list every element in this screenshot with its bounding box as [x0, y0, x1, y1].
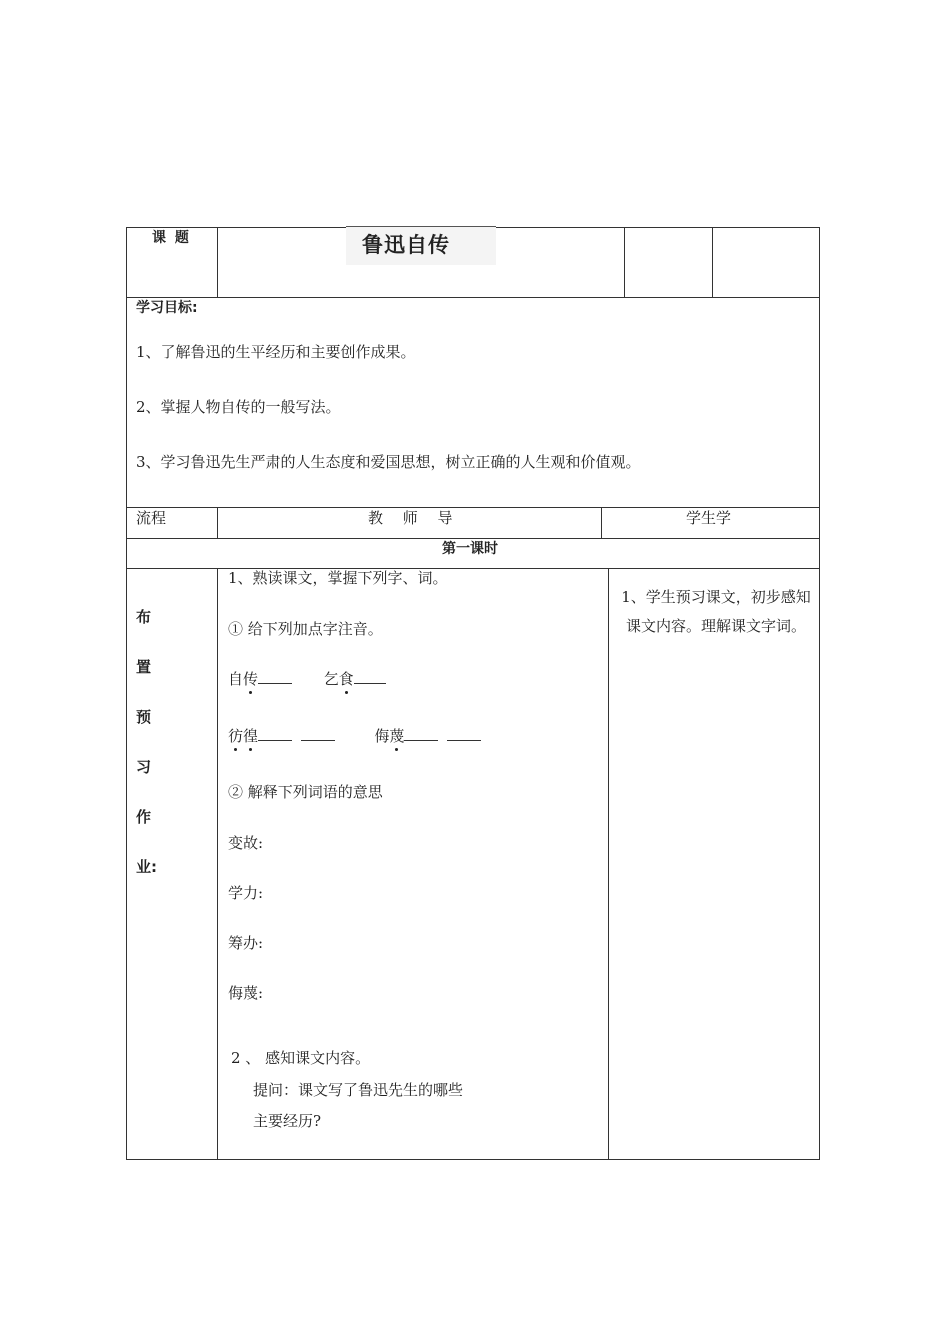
objective-item-1: 1、了解鲁迅的生平经历和主要创作成果。 — [136, 343, 416, 361]
columns-divider-2 — [601, 507, 602, 539]
term-biangu: 变故: — [228, 834, 264, 852]
question-line-2: 主要经历? — [253, 1112, 322, 1130]
table-border-bottom — [126, 1159, 820, 1160]
section-title: 第一课时 — [442, 541, 498, 557]
task-2: 2 、 感知课文内容。 — [231, 1049, 371, 1067]
column-student: 学生学 — [686, 509, 732, 527]
page-title: 鲁迅自传 — [362, 233, 450, 257]
table-rule-1 — [126, 297, 820, 298]
sub-task-meaning: ② 解释下列词语的意思 — [228, 783, 383, 801]
sub-task-pinyin: ① 给下列加点字注音。 — [228, 620, 383, 638]
objective-item-2: 2、掌握人物自传的一般写法。 — [136, 398, 341, 416]
blank-panghuang-1 — [258, 726, 292, 741]
term-wumie: 侮蔑: — [228, 984, 264, 1002]
blank-panghuang-2 — [301, 726, 335, 741]
side-char-3: 预 — [136, 708, 152, 726]
term-choubang: 筹办: — [228, 934, 264, 952]
blank-qishi — [354, 669, 386, 684]
word-qishi-pre: 乞 — [323, 670, 339, 688]
header-divider-1 — [217, 227, 218, 298]
side-char-6: 业: — [136, 858, 157, 876]
word-panghuang-dot-1: 彷 — [228, 727, 244, 745]
word-qishi-dotted: 食 — [338, 670, 354, 688]
pinyin-row-1 — [228, 669, 386, 689]
objective-item-3: 3、学习鲁迅先生严肃的人生态度和爱国思想，树立正确的人生观和价值观。 — [136, 453, 641, 471]
task-1: 1、熟读课文，掌握下列字、词。 — [228, 569, 448, 587]
word-wumie-dotted: 蔑 — [389, 727, 405, 745]
body-divider-2 — [608, 568, 609, 1160]
blank-zizhuan — [258, 669, 292, 684]
objectives-heading: 学习目标: — [136, 300, 198, 316]
body-divider-1 — [217, 568, 218, 1160]
word-zizhuan-pre: 自 — [228, 670, 244, 688]
side-char-2: 置 — [136, 658, 152, 676]
table-border-left — [126, 227, 127, 1160]
table-border-right — [819, 227, 820, 1160]
columns-divider-1 — [217, 507, 218, 539]
column-teacher: 教 师 导 — [368, 509, 453, 527]
word-wumie-pre: 侮 — [374, 727, 390, 745]
side-char-4: 习 — [136, 758, 152, 776]
question-line-1: 提问：课文写了鲁迅先生的哪些 — [253, 1081, 464, 1099]
topic-label: 课 题 — [152, 230, 191, 246]
side-char-5: 作 — [136, 808, 152, 826]
word-panghuang-dot-2: 徨 — [243, 727, 259, 745]
student-activity: 1、学生预习课文，初步感知课文内容。理解课文字词。 — [621, 588, 811, 635]
blank-wumie-2 — [447, 726, 481, 741]
word-zizhuan-dotted: 传 — [243, 670, 259, 688]
pinyin-row-2 — [228, 726, 481, 746]
header-divider-2 — [624, 227, 625, 298]
header-divider-3 — [712, 227, 713, 298]
side-char-1: 布 — [136, 608, 152, 626]
blank-wumie-1 — [404, 726, 438, 741]
term-xueli: 学力: — [228, 884, 264, 902]
column-flow: 流程 — [136, 509, 167, 527]
